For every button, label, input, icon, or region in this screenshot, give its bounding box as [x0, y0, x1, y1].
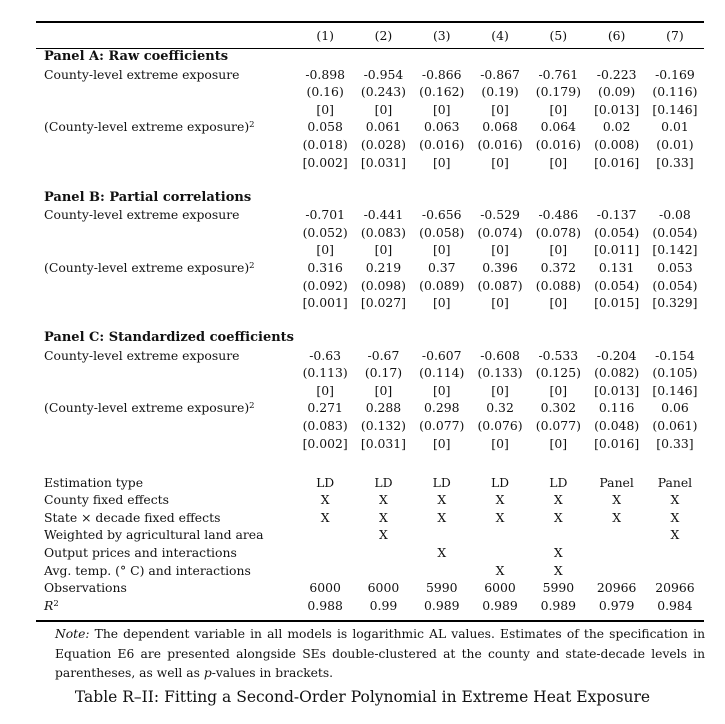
panel-title-row	[36, 329, 704, 347]
note-text-part2: -values in brackets.	[211, 666, 334, 680]
standard-error-cell: (0.113)	[302, 365, 348, 381]
p-value-cell: [0.146]	[652, 382, 698, 398]
r-squared-cell: 0.989	[424, 597, 460, 613]
specification-cell	[587, 544, 645, 562]
panel-title: Panel A: Raw coefficients	[44, 49, 229, 64]
standard-error-cell: (0.105)	[652, 365, 698, 381]
note-text-part1: The dependent variable in all models is logarithmic AL values. Estimates of the specification in Equation E6 are presented alongside SEs double-clustered at the county and state-decade levels in parentheses, as well as	[55, 627, 705, 680]
variable-label-superscript: 2	[249, 120, 255, 131]
blank-label-cell	[36, 382, 296, 400]
panel-title-row	[36, 48, 704, 66]
coefficient-cell: 0.064	[540, 119, 577, 135]
coefficient-cell: 0.37	[427, 259, 456, 275]
spacer-cell	[36, 312, 704, 329]
blank-label-cell	[36, 294, 296, 312]
standard-error-cell: (0.179)	[535, 84, 581, 100]
p-value-cell: [0]	[432, 382, 451, 398]
note-p-variable: p	[203, 666, 212, 680]
blank-label-cell	[36, 154, 296, 172]
coefficient-cell: -0.169	[655, 66, 695, 82]
specification-cell: X	[495, 509, 505, 525]
p-value-cell: [0.031]	[360, 435, 407, 451]
panel-title: Panel B: Partial correlations	[44, 189, 252, 205]
specification-label	[36, 562, 296, 580]
coefficient-cell: 0.219	[365, 259, 402, 275]
p-value-cell: [0]	[491, 101, 509, 117]
specification-label-text: Weighted by agricultural land area	[44, 527, 264, 543]
coefficient-cell: 0.316	[307, 259, 343, 275]
standard-error-cell: (0.114)	[419, 365, 465, 381]
blank-label-cell	[36, 277, 296, 295]
standard-error-cell: (0.083)	[302, 418, 348, 434]
standard-error-cell: (0.016)	[419, 136, 465, 152]
specification-label	[36, 509, 296, 527]
coefficient-cell: -0.701	[305, 207, 345, 223]
standard-error-cell: (0.074)	[477, 224, 523, 240]
specification-cell	[354, 544, 412, 562]
blank-label-cell	[36, 101, 296, 119]
coefficient-row	[36, 66, 704, 84]
standard-error-row	[36, 364, 704, 382]
standard-error-row	[36, 136, 704, 154]
specification-cell: X	[437, 545, 447, 561]
specification-label-text: Output prices and interactions	[44, 545, 237, 561]
standard-error-cell: (0.01)	[656, 136, 694, 152]
coefficient-row	[36, 399, 704, 417]
p-value-cell: [0]	[491, 435, 509, 451]
coefficient-cell: 0.288	[365, 400, 402, 416]
p-value-cell: [0]	[432, 242, 451, 258]
p-value-row	[36, 294, 704, 312]
bottom-rule	[36, 620, 704, 622]
coefficient-cell: -0.529	[480, 207, 520, 223]
specification-cell	[587, 562, 645, 580]
p-value-cell: [0.011]	[594, 242, 640, 258]
column-header: (4)	[491, 28, 509, 44]
column-header: (3)	[432, 28, 451, 44]
coefficient-cell: 0.058	[307, 119, 343, 135]
specification-cell: X	[553, 562, 563, 578]
coefficient-cell: 0.06	[661, 400, 689, 416]
standard-error-cell: (0.008)	[594, 136, 640, 152]
specification-cell: 20966	[596, 580, 637, 596]
coefficient-cell: 0.068	[482, 119, 518, 135]
p-value-cell: [0.016]	[594, 435, 640, 451]
variable-label	[36, 347, 296, 365]
specification-cell: X	[612, 509, 622, 525]
coefficient-cell: -0.08	[659, 207, 691, 223]
specification-row	[36, 544, 704, 562]
variable-label	[36, 206, 296, 224]
specification-cell: LD	[432, 474, 451, 490]
header-blank-cell	[36, 23, 296, 48]
variable-label-text: (County-level extreme exposure)	[44, 400, 250, 416]
specification-cell: LD	[374, 474, 393, 490]
standard-error-cell: (0.054)	[652, 277, 698, 293]
variable-label-superscript: 2	[249, 401, 255, 412]
p-value-row	[36, 241, 704, 259]
standard-error-cell: (0.089)	[419, 277, 465, 293]
coefficient-cell: 0.271	[307, 400, 343, 416]
r-squared-row	[36, 597, 704, 615]
blank-label-cell	[36, 136, 296, 154]
p-value-cell: [0]	[549, 435, 568, 451]
specification-cell: X	[437, 509, 447, 525]
specification-cell	[587, 526, 645, 544]
standard-error-row	[36, 277, 704, 295]
specification-cell: 6000	[309, 580, 341, 596]
p-value-cell: [0.33]	[656, 435, 694, 451]
coefficient-cell: 0.116	[598, 400, 635, 416]
p-value-cell: [0.013]	[594, 382, 640, 398]
coefficient-cell: -0.867	[480, 66, 520, 82]
coefficient-cell: -0.154	[655, 347, 695, 363]
standard-error-cell: (0.076)	[477, 418, 523, 434]
standard-error-cell: (0.058)	[419, 224, 465, 240]
variable-label	[36, 259, 296, 277]
spacer-row	[36, 312, 704, 329]
specification-row	[36, 491, 704, 509]
specification-label	[36, 544, 296, 562]
specification-row	[36, 579, 704, 597]
p-value-row	[36, 435, 704, 453]
specification-row	[36, 526, 704, 544]
specification-cell: X	[553, 545, 563, 561]
p-value-cell: [0.142]	[652, 242, 698, 258]
specification-cell: X	[495, 492, 505, 508]
specification-cell	[296, 562, 354, 580]
coefficient-row	[36, 206, 704, 224]
specification-label	[36, 474, 296, 492]
coefficient-cell: 0.298	[424, 400, 460, 416]
coefficient-cell: 0.02	[602, 119, 631, 135]
blank-label-cell	[36, 83, 296, 101]
specification-label-text: Avg. temp. (° C) and interactions	[44, 562, 251, 578]
variable-label-text: County-level extreme exposure	[44, 347, 240, 363]
standard-error-row	[36, 83, 704, 101]
standard-error-cell: (0.17)	[364, 365, 403, 381]
specification-cell	[296, 526, 354, 544]
p-value-cell: [0.002]	[302, 435, 348, 451]
standard-error-cell: (0.028)	[360, 136, 407, 152]
coefficient-cell: -0.761	[538, 66, 579, 82]
blank-label-cell	[36, 224, 296, 242]
variable-label-text: (County-level extreme exposure)	[44, 119, 250, 135]
specification-cell: Panel	[657, 474, 693, 490]
variable-label	[36, 66, 296, 84]
p-value-row	[36, 154, 704, 172]
coefficient-cell: -0.204	[596, 347, 637, 363]
specification-cell	[471, 526, 529, 544]
standard-error-cell: (0.243)	[360, 84, 407, 100]
coefficient-cell: -0.607	[421, 347, 462, 363]
coefficient-cell: -0.954	[363, 66, 404, 82]
spacer-row	[36, 171, 704, 188]
p-value-cell: [0.027]	[360, 295, 407, 311]
specification-row	[36, 562, 704, 580]
p-value-cell: [0.329]	[652, 295, 698, 311]
table-caption: Table R–II: Fitting a Second-Order Polynomial in Extreme Heat Exposure	[74, 688, 651, 706]
variable-label-superscript: 2	[249, 260, 255, 271]
standard-error-cell: (0.077)	[419, 418, 465, 434]
variable-label-text: County-level extreme exposure	[44, 207, 240, 223]
coefficient-cell: -0.441	[363, 207, 404, 223]
specification-row	[36, 509, 704, 527]
specification-row	[36, 474, 704, 492]
coefficient-cell: 0.131	[598, 259, 635, 275]
standard-error-cell: (0.078)	[535, 224, 581, 240]
p-value-cell: [0]	[491, 382, 509, 398]
coefficient-cell: 0.01	[661, 119, 689, 135]
blank-label-cell	[36, 241, 296, 259]
p-value-cell: [0.146]	[652, 101, 698, 117]
specification-cell	[354, 562, 412, 580]
column-header: (2)	[374, 28, 393, 44]
blank-label-cell	[36, 417, 296, 435]
p-value-cell: [0]	[432, 101, 451, 117]
specification-cell: X	[379, 492, 388, 508]
standard-error-cell: (0.016)	[535, 136, 581, 152]
specification-cell	[413, 526, 471, 544]
standard-error-cell: (0.098)	[360, 277, 407, 293]
p-value-cell: [0]	[491, 295, 509, 311]
specification-cell: 6000	[484, 580, 516, 596]
specification-cell: 5990	[542, 580, 575, 596]
p-value-cell: [0]	[432, 295, 451, 311]
column-header: (1)	[316, 28, 334, 44]
r-squared-cell: 0.988	[307, 597, 343, 613]
coefficient-cell: 0.063	[424, 119, 460, 135]
p-value-cell: [0.001]	[302, 295, 348, 311]
standard-error-cell: (0.016)	[477, 136, 523, 152]
column-header: (7)	[666, 28, 684, 44]
specification-cell	[471, 544, 529, 562]
specification-cell: X	[670, 509, 680, 525]
p-value-cell: [0.33]	[656, 154, 694, 170]
specification-cell: LD	[490, 474, 510, 490]
p-value-cell: [0]	[374, 242, 393, 258]
specification-cell: X	[437, 492, 447, 508]
coefficient-cell: -0.223	[596, 66, 637, 82]
p-value-cell: [0]	[316, 382, 334, 398]
p-value-cell: [0.016]	[594, 154, 640, 170]
coefficient-cell: -0.67	[367, 347, 400, 363]
panel-title-row	[36, 189, 704, 207]
p-value-cell: [0.002]	[302, 154, 348, 170]
note-lead: Note:	[55, 627, 90, 641]
coefficient-cell: -0.898	[305, 66, 345, 82]
p-value-cell: [0]	[491, 242, 509, 258]
spacer-cell	[36, 452, 704, 469]
coefficient-cell: -0.137	[596, 207, 637, 223]
coefficient-cell: -0.866	[421, 66, 462, 82]
specification-label-text: County fixed effects	[44, 492, 170, 508]
specification-cell: X	[320, 492, 330, 508]
specification-label-text: Estimation type	[44, 474, 144, 490]
standard-error-cell: (0.132)	[360, 418, 407, 434]
p-value-cell: [0]	[549, 295, 568, 311]
specification-label	[36, 526, 296, 544]
specification-cell: X	[670, 527, 680, 543]
regression-table	[36, 23, 704, 614]
p-value-cell: [0]	[432, 435, 451, 451]
specification-cell: X	[379, 527, 388, 543]
coefficient-row	[36, 259, 704, 277]
standard-error-cell: (0.16)	[306, 84, 344, 100]
standard-error-cell: (0.09)	[598, 84, 636, 100]
standard-error-cell: (0.082)	[594, 365, 640, 381]
coefficient-cell: -0.486	[538, 207, 579, 223]
coefficient-row	[36, 347, 704, 365]
spacer-row	[36, 452, 704, 469]
panel-title: Panel C: Standardized coefficients	[44, 330, 295, 346]
standard-error-cell: (0.125)	[535, 365, 581, 381]
specification-cell: 5990	[425, 580, 458, 596]
p-value-cell: [0]	[374, 101, 393, 117]
standard-error-cell: (0.116)	[652, 84, 698, 100]
specification-cell	[646, 544, 704, 562]
coefficient-cell: -0.656	[421, 207, 462, 223]
blank-label-cell	[36, 364, 296, 382]
coefficient-cell: 0.372	[540, 259, 577, 275]
coefficient-cell: 0.396	[482, 259, 518, 275]
specification-cell: 20966	[655, 580, 695, 596]
specification-cell: Panel	[599, 474, 634, 490]
standard-error-cell: (0.054)	[594, 224, 640, 240]
coefficient-cell: 0.302	[540, 400, 577, 416]
p-value-row	[36, 382, 704, 400]
p-value-cell: [0]	[374, 382, 393, 398]
specification-cell: X	[553, 509, 563, 525]
standard-error-cell: (0.048)	[594, 418, 640, 434]
standard-error-cell: (0.054)	[652, 224, 698, 240]
p-value-cell: [0.031]	[360, 154, 407, 170]
standard-error-cell: (0.018)	[302, 136, 348, 152]
r-squared-cell: 0.984	[657, 597, 693, 613]
standard-error-row	[36, 417, 704, 435]
p-value-cell: [0]	[432, 154, 451, 170]
p-value-cell: [0]	[549, 382, 568, 398]
specification-cell	[296, 544, 354, 562]
p-value-cell: [0]	[316, 101, 334, 117]
specification-label	[36, 579, 296, 597]
variable-label	[36, 399, 296, 417]
r-squared-symbol: R	[44, 597, 54, 613]
specification-cell: X	[320, 509, 330, 525]
p-value-row	[36, 101, 704, 119]
r-squared-cell: 0.989	[482, 597, 518, 613]
column-header: (5)	[549, 28, 568, 44]
standard-error-cell: (0.19)	[481, 84, 519, 100]
p-value-cell: [0]	[491, 154, 509, 170]
specification-cell: X	[553, 492, 563, 508]
coefficient-cell: -0.608	[480, 347, 520, 363]
p-value-cell: [0]	[549, 154, 568, 170]
standard-error-cell: (0.061)	[652, 418, 698, 434]
specification-cell: LD	[549, 474, 568, 490]
standard-error-cell: (0.162)	[419, 84, 465, 100]
variable-label-text: County-level extreme exposure	[44, 66, 240, 82]
specification-cell: X	[670, 492, 680, 508]
r-squared-cell: 0.99	[369, 597, 398, 613]
specification-cell: X	[612, 492, 622, 508]
standard-error-cell: (0.087)	[477, 277, 523, 293]
r-squared-superscript: 2	[53, 598, 59, 609]
coefficient-row	[36, 118, 704, 136]
specification-cell	[413, 562, 471, 580]
standard-error-cell: (0.092)	[302, 277, 348, 293]
r-squared-cell: 0.979	[598, 597, 635, 613]
p-value-cell: [0.015]	[594, 295, 640, 311]
column-header-row	[36, 23, 704, 48]
column-header: (6)	[607, 28, 626, 44]
standard-error-cell: (0.077)	[535, 418, 581, 434]
standard-error-cell: (0.133)	[477, 365, 523, 381]
coefficient-cell: 0.32	[486, 400, 514, 416]
r-squared-cell: 0.989	[540, 597, 577, 613]
standard-error-cell: (0.083)	[360, 224, 407, 240]
p-value-cell: [0]	[549, 242, 568, 258]
coefficient-cell: 0.053	[657, 259, 693, 275]
specification-cell: LD	[316, 474, 335, 490]
p-value-cell: [0]	[316, 242, 334, 258]
spacer-cell	[36, 171, 704, 188]
variable-label-text: (County-level extreme exposure)	[44, 259, 250, 275]
specification-label-text: Observations	[44, 580, 127, 596]
table-note	[55, 625, 705, 684]
specification-cell: X	[379, 509, 388, 525]
r-squared-label	[36, 597, 296, 615]
standard-error-cell: (0.052)	[302, 224, 348, 240]
specification-cell	[646, 562, 704, 580]
standard-error-cell: (0.088)	[535, 277, 581, 293]
coefficient-cell: -0.533	[538, 347, 579, 363]
specification-cell: X	[495, 562, 505, 578]
p-value-cell: [0.013]	[594, 101, 640, 117]
specification-label	[36, 491, 296, 509]
p-value-cell: [0]	[549, 101, 568, 117]
variable-label	[36, 118, 296, 136]
specification-cell: 6000	[367, 580, 400, 596]
specification-cell	[529, 526, 587, 544]
specification-label-text: State × decade fixed effects	[44, 509, 221, 525]
coefficient-cell: 0.061	[365, 119, 402, 135]
blank-label-cell	[36, 435, 296, 453]
standard-error-cell: (0.054)	[594, 277, 640, 293]
standard-error-row	[36, 224, 704, 242]
coefficient-cell: -0.63	[309, 347, 342, 363]
